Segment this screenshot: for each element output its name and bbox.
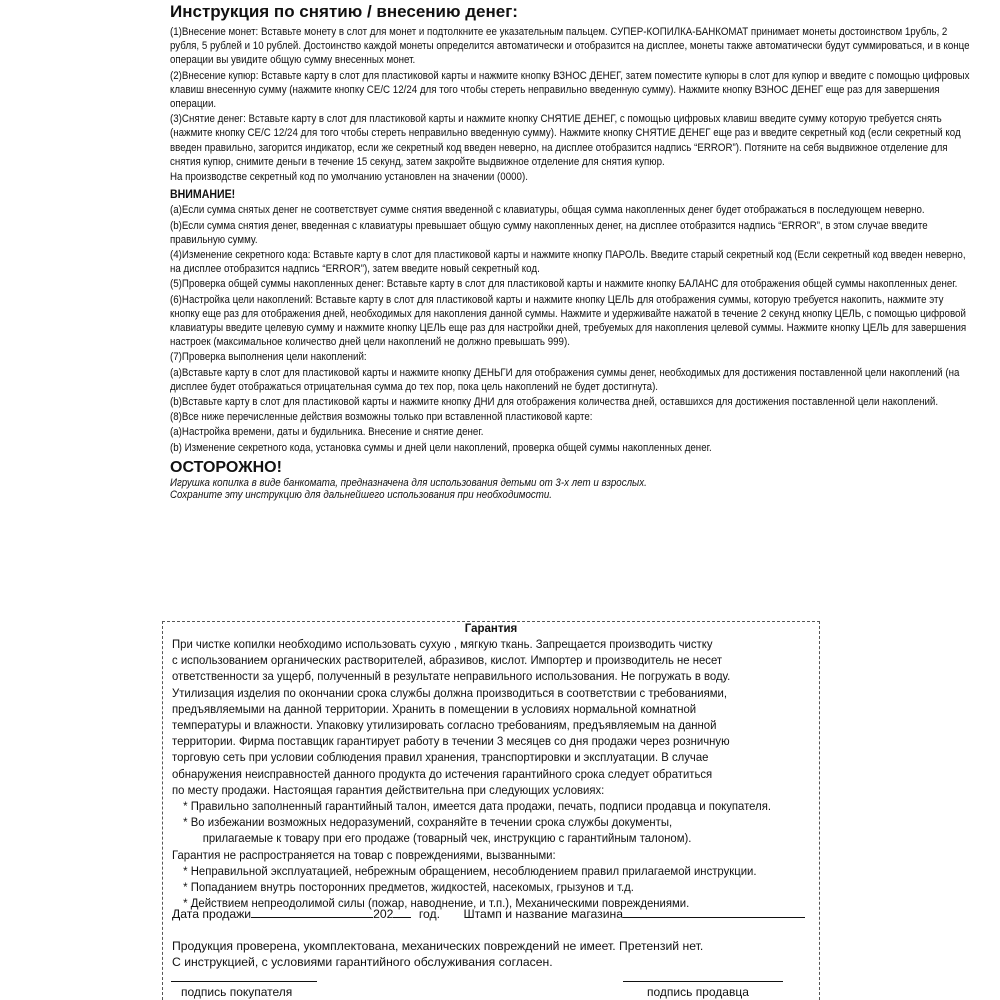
warranty-line: территории. Фирма поставщик гарантирует работу в течении 3 месяцев со дня продажи через розничную <box>172 734 730 749</box>
confirmation-block <box>172 938 703 970</box>
attention-item: (b)Вставьте карту в слот для пластиковой карты и нажмите кнопку ДНИ для отображения количества дней, оставшихся для достижения поставленной цели накоплений. <box>170 396 939 409</box>
instruction-page <box>170 0 970 502</box>
page-title: Инструкция по снятию / внесению денег: <box>170 2 518 21</box>
warranty-line: Утилизация изделия по окончании срока службы должна производиться в соответствии с требованиями, <box>172 685 728 700</box>
checked-text: Продукция проверена, укомплектована, механических повреждений не имеет. Претензий нет. <box>172 939 704 953</box>
warranty-exclusion: * Попаданием внутрь посторонних предметов, жидкостей, насекомых, грызунов и т.д. <box>183 880 634 895</box>
warranty-line: торговую сеть при условии соблюдения правил хранения, транспортировки и эксплуатации. В случае <box>172 750 709 765</box>
caution-heading: ОСТОРОЖНО! <box>170 458 282 476</box>
buyer-signature-line[interactable] <box>171 981 317 982</box>
caution-note: Игрушка копилка в виде банкомата, предназначена для использования детьми от 3-х лет и взрослых. <box>170 476 647 489</box>
warranty-line: ответственности за ущерб, полученный в результате неправильного использования. Не погружать в воду. <box>172 669 731 684</box>
sale-date-label: Дата продажи <box>172 907 252 921</box>
attention-heading: ВНИМАНИЕ! <box>170 189 236 202</box>
sale-date-field[interactable] <box>251 906 373 918</box>
sale-date-row <box>172 906 805 921</box>
seller-signature-line[interactable] <box>623 981 783 982</box>
seller-signature-label: подпись продавца <box>647 985 749 999</box>
stamp-field[interactable] <box>623 906 805 918</box>
warranty-line: с использованием органических растворителей, абразивов, кислот. Импортер и производитель не несет <box>172 653 723 668</box>
warranty-line: предъявляемыми на данной территории. Хранить в помещении в условиях нормальной комнатной <box>172 701 697 716</box>
warranty-condition: * Правильно заполненный гарантийный талон, имеется дата продажи, печать, подписи продавца и покупателя. <box>183 799 772 814</box>
warranty-line: по месту продажи. Настоящая гарантия действительна при следующих условиях: <box>172 782 605 797</box>
warranty-body <box>172 636 823 911</box>
warranty-condition-cont: прилагаемые к товару при его продаже (товарный чек, инструкцию с гарантийным талоном). <box>202 831 692 846</box>
attention-item: (a)Настройка времени, даты и будильника. Внесение и снятие денег. <box>170 426 484 439</box>
caution-notes <box>170 477 970 502</box>
caution-note: Сохраните эту инструкцию для дальнейшего использования при необходимости. <box>170 489 553 502</box>
attention-item: (b)Если сумма снятия денег, введенная с клавиатуры превышает общую сумму накопленных денег, на дисплее отобразится надпись “ERROR”, в этом случае введите правильную сумму. <box>170 219 928 246</box>
sale-year-suffix: год. <box>418 907 441 921</box>
attention-item: (6)Настройка цели накоплений: Вставьте карту в слот для пластиковой карты и нажмите кнопку ЦЕЛЬ для отображения суммы, которую требуется накопить, нажмите эту кнопку еще раз для отображения дней, необходимых для накопления данной суммы. Нажмите и удерживайте нажатой в течение 2 секунд кнопку ЦЕЛЬ, с помощью цифровой клавиатуры введите целевую сумму и нажмите кнопку ЦЕЛЬ еще раз для настройки дней, требуемых для накопления целевой суммы. Нажмите кнопку ЦЕЛЬ для завершения настроек (максимальное количество дней цели накоплений не должно превышать 999). <box>170 293 967 349</box>
instruction-paragraph: (3)Снятие денег: Вставьте карту в слот для пластиковой карты и нажмите кнопку СНЯТИЕ ДЕНЕГ, с помощью цифровых клавиш введите сумму которую требуется снять (нажмите кнопку CE/C 12/24 для того чтобы стереть неправильно введенную сумму). Нажмите кнопку СНЯТИЕ ДЕНЕГ еще раз и введите секретный код (если секретный код введен правильно, загорится индикатор, если же секретный код введен неверно, на дисплее отобразится надпись “ERROR”). Потяните на себя выдвижное отделение для снятия купюр, снимите деньги в течение 15 секунд, затем закройте выдвижное отделение для снятия купюр. <box>170 113 961 168</box>
buyer-signature-label: подпись покупателя <box>181 985 293 999</box>
warranty-exclusion: * Действием непреодолимой силы (пожар, наводнение, и т.п.), Механическими повреждениями. <box>183 896 690 911</box>
warranty-line: При чистке копилки необходимо использовать сухую , мягкую ткань. Запрещается производить чистку <box>172 637 713 651</box>
attention-item: (4)Изменение секретного кода: Вставьте карту в слот для пластиковой карты и нажмите кнопку ПАРОЛЬ. Введите старый секретный код (Если секретный код введен неверно, на дисплее отобразится надпись “ERROR”), затем введите новый секретный код. <box>170 249 966 276</box>
instructions-block <box>170 25 970 455</box>
sale-year-field[interactable] <box>393 906 411 918</box>
sale-year: 202 <box>373 907 394 921</box>
instruction-paragraph: (1)Внесение монет: Вставьте монету в слот для монет и подтолкните ее указательным пальцем. СУПЕР-КОПИЛКА-БАНКОМАТ принимает монеты достоинством 1рубль, 2 рубля, 5 рублей и 10 рублей. Достоинство каждой монеты определится автоматически и отобразится на дисплее, монеты также автоматически будут суммироваться, и в конце операции вы увидите общую сумму внесенных монет. <box>170 26 970 67</box>
instruction-paragraph: На производстве секретный код по умолчанию установлен на значении (0000). <box>170 171 528 184</box>
attention-item: (8)Все ниже перечисленные действия возможны только при вставленной пластиковой карте: <box>170 411 593 424</box>
attention-item: (a)Вставьте карту в слот для пластиковой карты и нажмите кнопку ДЕНЬГИ для отображения суммы денег, необходимых для достижения поставленной цели накоплений (на дисплее будет отображаться отрицательная сумма до тех пор, пока цель накоплений не будет достигнута). <box>170 366 960 393</box>
attention-item: (5)Проверка общей суммы накопленных денег: Вставьте карту в слот для пластиковой карты и нажмите кнопку БАЛАНС для отображения общей суммы накопленных денег. <box>170 278 958 291</box>
agree-text: С инструкцией, с условиями гарантийного обслуживания согласен. <box>172 955 553 969</box>
exclusions-intro: Гарантия не распространяется на товар с повреждениями, вызванными: <box>172 847 556 862</box>
warranty-title: Гарантия <box>464 623 518 635</box>
attention-item: (a)Если сумма снятых денег не соответствует сумме снятия введенной с клавиатуры, общая сумма накопленных денег будет отображаться в последующем неверно. <box>170 204 925 217</box>
warranty-exclusion: * Неправильной эксплуатацией, небрежным обращением, несоблюдением правил прилагаемой инструкции. <box>183 863 757 878</box>
warranty-condition: * Во избежании возможных недоразумений, сохраняйте в течении срока службы документы, <box>183 815 673 830</box>
warranty-line: обнаружения неисправностей данного продукта до истечения гарантийного срока следует обратиться <box>172 766 713 781</box>
attention-item: (7)Проверка выполнения цели накоплений: <box>170 351 367 364</box>
warranty-box <box>162 621 820 1000</box>
attention-item: (b) Изменение секретного кода, установка суммы и дней цели накоплений, проверка общей суммы накопленных денег. <box>170 441 712 454</box>
stamp-label: Штамп и название магазина <box>463 907 624 921</box>
instruction-paragraph: (2)Внесение купюр: Вставьте карту в слот для пластиковой карты и нажмите кнопку ВЗНОС ДЕНЕГ, затем поместите купюры в слот для купюр и введите с помощью цифровых клавиш внесенную сумму (нажмите кнопку CE/C 12/24 для того чтобы стереть неправильно введенную сумму). Нажмите кнопку ВЗНОС ДЕНЕГ еще раз для завершения операции. <box>170 69 970 111</box>
warranty-line: температуры и влажности. Упаковку утилизировать согласно требованиям, предъявляемым на данной <box>172 718 717 733</box>
